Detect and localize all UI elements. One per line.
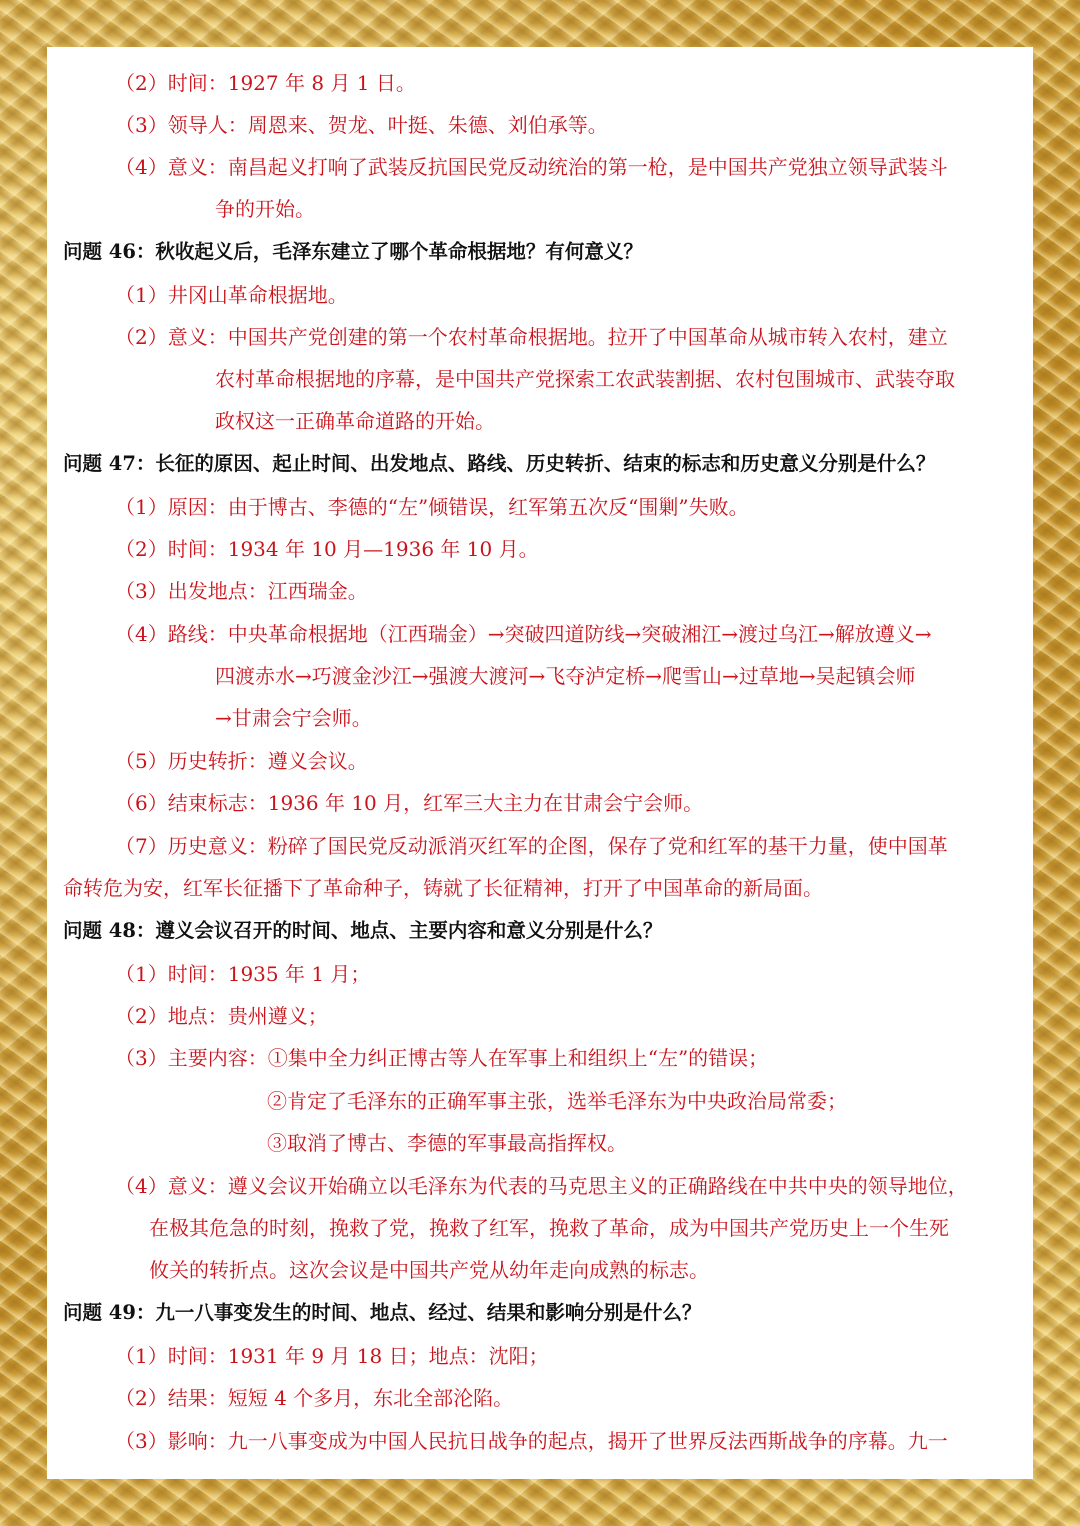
answer-line: （1）时间：1931 年 9 月 18 日；地点：沈阳； [115, 1344, 549, 1368]
answer-line: （6）结束标志：1936 年 10 月，红军三大主力在甘肃会宁会师。 [115, 791, 704, 815]
answer-line: 政权这一正确革命道路的开始。 [215, 409, 495, 433]
answer-line: 攸关的转折点。这次会议是中国共产党从幼年走向成熟的标志。 [149, 1258, 709, 1282]
answer-line: （4）意义：遵义会议开始确立以毛泽东为代表的马克思主义的正确路线在中共中央的领导地位， [115, 1174, 968, 1198]
answer-line: ③取消了博古、李德的军事最高指挥权。 [267, 1131, 627, 1155]
answer-line: （1）时间：1935 年 1 月； [115, 962, 371, 986]
answer-line: 在极其危急的时刻，挽救了党，挽救了红军，挽救了革命，成为中国共产党历史上一个生死 [149, 1216, 949, 1240]
answer-line: （4）意义：南昌起义打响了武装反抗国民党反动统治的第一枪，是中国共产党独立领导武装斗 [115, 155, 948, 179]
answer-line: →甘肃会宁会师。 [215, 706, 372, 730]
question-heading: 问题 48：遵义会议召开的时间、地点、主要内容和意义分别是什么？ [63, 919, 663, 942]
answer-line: 争的开始。 [215, 197, 315, 221]
answer-line: （5）历史转折：遵义会议。 [115, 749, 368, 773]
answer-line: 农村革命根据地的序幕，是中国共产党探索工农武装割据、农村包围城市、武装夺取 [215, 367, 955, 391]
answer-line: （1）原因：由于博古、李德的“左”倾错误，红军第五次反“围剿”失败。 [115, 495, 749, 519]
answer-line: （2）结果：短短 4 个多月，东北全部沦陷。 [115, 1386, 514, 1410]
answer-line: （2）意义：中国共产党创建的第一个农村革命根据地。拉开了中国革命从城市转入农村，建立 [115, 325, 948, 349]
answer-line: （2）时间：1927 年 8 月 1 日。 [115, 71, 416, 95]
question-heading: 问题 47：长征的原因、起止时间、出发地点、路线、历史转折、结束的标志和历史意义分别是什么？ [63, 452, 936, 475]
answer-line: （3）领导人：周恩来、贺龙、叶挺、朱德、刘伯承等。 [115, 113, 608, 137]
answer-line: （2）地点：贵州遵义； [115, 1004, 328, 1028]
answer-line: （3）主要内容：①集中全力纠正博古等人在军事上和组织上“左”的错误； [115, 1046, 769, 1070]
answer-line: （3）影响：九一八事变成为中国人民抗日战争的起点，揭开了世界反法西斯战争的序幕。九一 [115, 1429, 948, 1453]
answer-line: （4）路线：中央革命根据地（江西瑞金）→突破四道防线→突破湘江→渡过乌江→解放遵义→ [115, 622, 932, 646]
answer-line: ②肯定了毛泽东的正确军事主张，选举毛泽东为中央政治局常委； [267, 1089, 847, 1113]
answer-line: （1）井冈山革命根据地。 [115, 283, 348, 307]
question-heading: 问题 46：秋收起义后，毛泽东建立了哪个革命根据地？有何意义？ [63, 240, 643, 263]
answer-line: （3）出发地点：江西瑞金。 [115, 579, 368, 603]
document-page [47, 47, 1033, 1479]
answer-line: 四渡赤水→巧渡金沙江→强渡大渡河→飞夺泸定桥→爬雪山→过草地→吴起镇会师 [215, 664, 916, 688]
answer-line: 命转危为安，红军长征播下了革命种子，铸就了长征精神，打开了中国革命的新局面。 [63, 876, 823, 900]
question-heading: 问题 49：九一八事变发生的时间、地点、经过、结果和影响分别是什么？ [63, 1301, 702, 1324]
answer-line: （7）历史意义：粉碎了国民党反动派消灭红军的企图，保存了党和红军的基干力量，使中国革 [115, 834, 948, 858]
answer-line: （2）时间：1934 年 10 月—1936 年 10 月。 [115, 537, 539, 561]
